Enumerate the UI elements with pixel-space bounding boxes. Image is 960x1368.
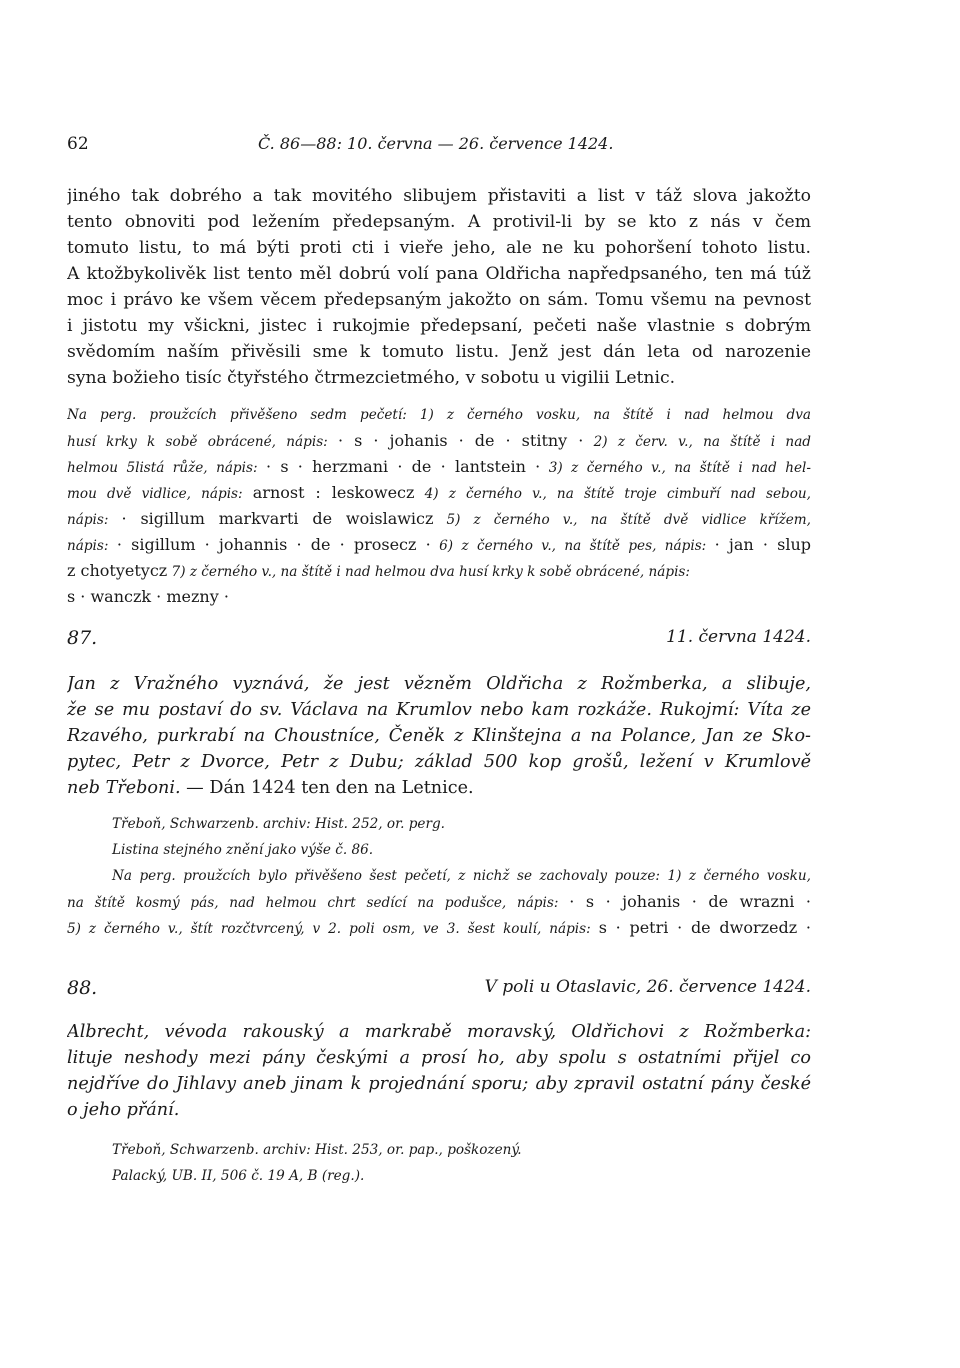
regest-line: Jan z Vražného vyznává, že jest vězněm Oldřicha z Rožmberka, a slibuje, <box>67 674 811 694</box>
note-line <box>67 889 811 915</box>
regest-line <box>67 775 811 801</box>
seal-inscription: s · petri · de dworzedz · <box>598 918 811 937</box>
seal-inscription: · s · johanis · de wrazni · <box>569 892 811 911</box>
doc87-regest <box>67 671 811 801</box>
document-date: V poli u Otaslavic, 26. července 1424. <box>484 977 811 997</box>
note-fragment: helmou 5listá růže, nápis: <box>67 460 258 476</box>
note-fragment: 7) z černého v., na štítě i nad helmou dva husí krky k sobě obrácené, nápis: <box>171 564 690 580</box>
text-line: A ktožbykolivěk list tento měl dobrú volí pana Oldřicha napředpsaného, ten má túž <box>67 264 811 284</box>
doc88-source: Třeboň, Schwarzenb. archiv: Hist. 253, or. pap., poškozený. <box>112 1142 522 1158</box>
seal-inscription: · sigillum · johannis · de · prosecz · <box>116 535 431 554</box>
note-fragment: mou dvě vidlice, nápis: <box>67 486 243 502</box>
note-fragment: 4) z černého v., na štítě troje cimbuří nad sebou, <box>424 486 811 502</box>
text-line: tomuto listu, to má býti proti cti i vieře jeho, ale ne ku pohoršení tohoto listu. <box>67 238 811 258</box>
doc88-regest <box>67 1019 811 1123</box>
seal-inscription: · s · herzmani · de · lantstein · <box>266 457 541 476</box>
note-fragment: 5) z černého v., štít rozčtvrcený, v 2. poli osm, ve 3. šest koulí, nápis: <box>67 921 591 937</box>
note-line <box>67 480 811 506</box>
regest-fragment: — Dán 1424 ten den na Letnice. <box>180 778 474 798</box>
running-head <box>67 134 811 158</box>
text-line: jiného tak dobrého a tak movitého slibujem přistaviti a list v táž slova jakožto <box>67 186 811 206</box>
running-title: Č. 86—88: 10. června — 26. července 1424. <box>258 134 614 153</box>
note-line <box>67 428 811 454</box>
note-fragment: 2) z červ. v., na štítě i nad <box>593 434 811 450</box>
note-fragment: nápis: <box>67 538 109 554</box>
note-line: Na perg. proužcích přivěšeno sedm pečetí: 1) z černého vosku, na štítě i nad helmou dva <box>67 407 811 423</box>
note-line <box>67 506 811 532</box>
regest-line: o jeho přání. <box>67 1100 180 1120</box>
doc87-heading <box>67 627 811 655</box>
doc87-seal-note <box>67 863 811 941</box>
note-line <box>67 558 811 584</box>
note-line <box>67 454 811 480</box>
regest-line: lituje neshody mezi pány českými a prosí ho, aby spolu s ostatními přijel co <box>67 1048 811 1068</box>
doc86-seal-note <box>67 402 811 610</box>
text-line: i jistotu my všickni, jistec i rukojmie předepsaní, pečeti naše vlastnie s dobrým <box>67 316 811 336</box>
text-line: moc i právo ke všem věcem předepsaným jakožto on sám. Tomu všemu na pevnost <box>67 290 811 310</box>
seal-inscription: · s · johanis · de · stitny · <box>338 431 584 450</box>
note-fragment: nápis: <box>67 512 109 528</box>
document-number: 87. <box>67 627 98 649</box>
seal-inscription: · sigillum markvarti de woislawicz <box>121 509 434 528</box>
text-line: svědomím naším přivěsili sme k tomuto listu. Jenž jest dán leta od narozenie <box>67 342 811 362</box>
note-line: Na perg. proužcích bylo přivěšeno šest pečetí, z nichž se zachovaly pouze: 1) z černého vosku, <box>112 868 811 884</box>
note-fragment: husí krky k sobě obrácené, nápis: <box>67 434 328 450</box>
doc88-reference: Palacký, UB. II, 506 č. 19 A, B (reg.). <box>112 1168 365 1184</box>
doc86-text <box>67 183 811 391</box>
doc87-source: Třeboň, Schwarzenb. archiv: Hist. 252, or. perg. <box>112 816 445 832</box>
note-line <box>67 532 811 558</box>
seal-inscription: z chotyetycz <box>67 561 168 580</box>
doc88-heading <box>67 977 811 1005</box>
document-number: 88. <box>67 977 98 999</box>
regest-line: Rzavého, purkrabí na Choustníce, Čeněk z Klinštejna a na Polance, Jan ze Sko- <box>67 726 811 746</box>
page-number: 62 <box>67 134 89 154</box>
seal-inscription: arnost : leskowecz <box>252 483 415 502</box>
note-line <box>67 584 811 610</box>
note-fragment: 3) z černého v., na štítě i nad hel- <box>548 460 811 476</box>
seal-inscription: s · wanczk · mezny · <box>67 587 229 606</box>
doc87-reference: Listina stejného znění jako výše č. 86. <box>112 842 374 858</box>
document-date: 11. června 1424. <box>666 627 811 647</box>
regest-line: nejdříve do Jihlavy aneb jinam k projednání sporu; aby zpravil ostatní pány české <box>67 1074 811 1094</box>
text-line: syna božieho tisíc čtyřstého čtrmezcietmého, v sobotu u vigilii Letnic. <box>67 368 676 388</box>
note-line <box>67 915 811 941</box>
regest-line: pytec, Petr z Dvorce, Petr z Dubu; základ 500 kop grošů, ležení v Krumlově <box>67 752 811 772</box>
regest-line: že se mu postaví do sv. Václava na Krumlov nebo kam rozkáže. Rukojmí: Víta ze <box>67 700 811 720</box>
note-fragment: 5) z černého v., na štítě dvě vidlice křížem, <box>446 512 811 528</box>
regest-fragment: neb Třeboni. <box>67 778 181 798</box>
note-fragment: 6) z černého v., na štítě pes, nápis: <box>439 538 707 554</box>
regest-line: Albrecht, vévoda rakouský a markrabě moravský, Oldřichovi z Rožmberka: <box>67 1022 811 1042</box>
note-fragment: na štítě kosmý pás, nad helmou chrt sedící na podušce, nápis: <box>67 895 559 911</box>
seal-inscription: · jan · slup <box>714 535 811 554</box>
text-line: tento obnoviti pod ležením předepsaným. A protivil-li by se kto z nás v čem <box>67 212 811 232</box>
